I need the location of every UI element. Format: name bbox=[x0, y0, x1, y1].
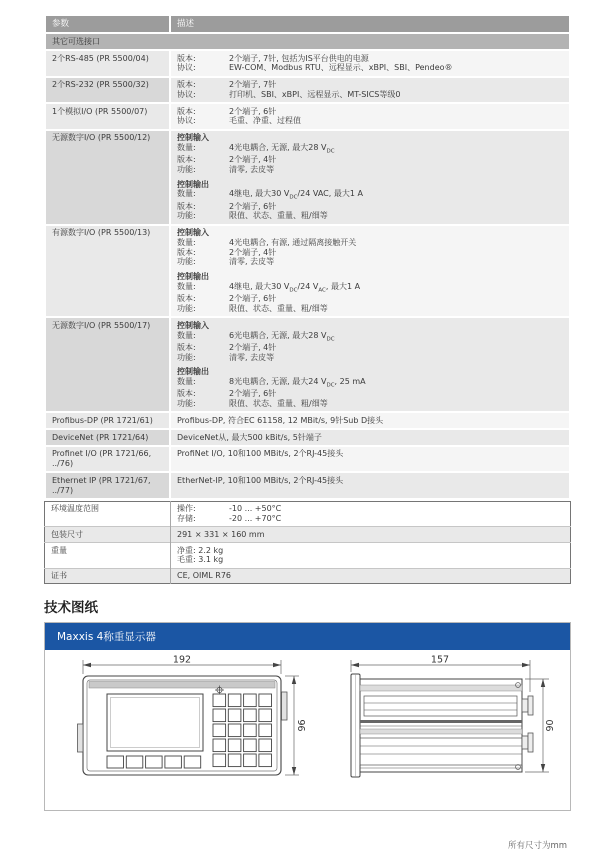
spec-line bbox=[177, 331, 563, 343]
param-cell: 包装尺寸 bbox=[45, 527, 171, 543]
table-row bbox=[46, 473, 569, 498]
side-view-drawing bbox=[337, 654, 565, 806]
spec-value: -20 ... +70°C bbox=[229, 514, 282, 524]
table-row bbox=[46, 430, 569, 445]
spec-value: 限值、状态、重量、粗/细等 bbox=[229, 211, 328, 221]
spec-key: 版本: bbox=[177, 389, 196, 399]
dimensions-note: 所有尺寸为mm bbox=[507, 841, 567, 851]
param-cell: Profibus-DP (PR 1721/61) bbox=[46, 413, 169, 428]
spec-line bbox=[177, 343, 563, 353]
table-row bbox=[46, 318, 569, 411]
table-row bbox=[46, 78, 569, 103]
section-row bbox=[46, 34, 569, 49]
desc-cell bbox=[171, 527, 571, 543]
spec-value: 2个端子, 6针 bbox=[229, 106, 277, 116]
table-header-row bbox=[46, 16, 569, 32]
param-cell: 环境温度范围 bbox=[45, 501, 171, 527]
group-title: 控制输出 bbox=[177, 367, 209, 377]
control-group bbox=[177, 180, 563, 222]
control-group bbox=[177, 133, 563, 175]
spec-key: 协议: bbox=[177, 116, 196, 126]
param-cell: 1个模拟I/O (PR 5500/07) bbox=[46, 104, 169, 129]
side-device-body bbox=[351, 674, 522, 777]
spec-key: 版本: bbox=[177, 155, 196, 165]
spec-line bbox=[177, 189, 563, 201]
spec-line bbox=[177, 238, 563, 248]
spec-value: EW-COM、Modbus RTU、远程显示、xBPI、SBI、Pendeo® bbox=[229, 63, 453, 73]
spec-value: 清零, 去皮等 bbox=[229, 257, 275, 267]
spec-key: 功能: bbox=[177, 211, 196, 221]
spec-line bbox=[177, 116, 563, 126]
spec-value: 限值、状态、重量、粗/细等 bbox=[229, 304, 328, 313]
control-group bbox=[177, 367, 563, 409]
front-softkeys bbox=[107, 756, 201, 768]
spec-key: 功能: bbox=[177, 257, 196, 267]
desc-cell bbox=[171, 430, 569, 445]
front-display bbox=[107, 694, 203, 751]
spec-value: 清零, 去皮等 bbox=[229, 352, 275, 362]
desc-text: ProfiNet I/O, 10和100 MBit/s, 2个RJ-45接头 bbox=[177, 449, 344, 459]
spec-line bbox=[177, 257, 563, 267]
spec-line bbox=[177, 304, 563, 314]
group-title: 控制输入 bbox=[177, 228, 209, 238]
spec-line bbox=[177, 399, 563, 409]
left-mount-clip bbox=[78, 724, 84, 752]
spec-value: 2个端子, 7针 bbox=[229, 80, 277, 90]
front-width-dim: 192 bbox=[172, 654, 192, 666]
desc-cell bbox=[171, 447, 569, 472]
param-cell: 证书 bbox=[45, 568, 171, 584]
desc-cell bbox=[171, 543, 571, 569]
desc-cell bbox=[171, 104, 569, 129]
col-header-desc: 描述 bbox=[171, 16, 569, 32]
spec-value: 6光电耦合, 无源, 最大28 $V_{DC}$ bbox=[229, 330, 335, 343]
spec-line bbox=[177, 504, 564, 514]
datasheet-page bbox=[0, 14, 607, 851]
spec-key: 操作: bbox=[177, 504, 196, 514]
spec-line bbox=[177, 90, 563, 100]
section-title: 其它可选接口 bbox=[46, 34, 569, 49]
spec-value: 8光电耦合, 无源, 最大24 $V_{DC}$, 25 mA bbox=[229, 377, 366, 389]
spec-value: 2个端子, 4针 bbox=[229, 155, 277, 165]
table-row bbox=[46, 447, 569, 472]
spec-key: 存储: bbox=[177, 514, 196, 524]
desc-text: 净重: 2.2 kg bbox=[177, 545, 224, 555]
desc-cell bbox=[171, 131, 569, 224]
page-content bbox=[44, 14, 571, 851]
spec-value: 2个端子, 4针 bbox=[229, 342, 277, 352]
spec-key: 版本: bbox=[177, 247, 196, 257]
front-view-drawing bbox=[61, 654, 313, 806]
spec-value: 2个端子, 4针 bbox=[229, 247, 277, 257]
technical-drawing-area bbox=[45, 650, 570, 810]
spec-line bbox=[177, 54, 563, 64]
group-title: 控制输入 bbox=[177, 133, 209, 143]
spec-key: 功能: bbox=[177, 304, 196, 313]
drawing-panel bbox=[44, 622, 571, 811]
desc-cell bbox=[171, 226, 569, 317]
side-height-dim: 90 bbox=[545, 719, 556, 732]
spec-line bbox=[177, 377, 563, 389]
front-height-dim: 96 bbox=[297, 719, 308, 732]
spec-line bbox=[177, 155, 563, 165]
spec-value: 2个端子, 7针, 包括为IS平台供电的电源 bbox=[229, 53, 369, 63]
spec-key: 数量: bbox=[177, 189, 196, 199]
spec-line bbox=[177, 202, 563, 212]
spec-key: 功能: bbox=[177, 164, 196, 174]
spec-line bbox=[177, 107, 563, 117]
group-title: 控制输入 bbox=[177, 320, 209, 330]
spec-key: 功能: bbox=[177, 352, 196, 362]
control-group bbox=[177, 272, 563, 314]
desc-cell bbox=[171, 568, 571, 584]
table-row bbox=[45, 543, 571, 569]
spec-value: -10 ... +50°C bbox=[229, 504, 282, 514]
group-title: 控制输出 bbox=[177, 179, 209, 189]
spec-key: 版本: bbox=[177, 80, 196, 90]
param-cell: 有源数字I/O (PR 5500/13) bbox=[46, 226, 169, 317]
spec-line bbox=[177, 294, 563, 304]
spec-key: 版本: bbox=[177, 294, 196, 304]
spec-value: 2个端子, 6针 bbox=[229, 294, 277, 304]
control-group bbox=[177, 228, 563, 267]
spec-value: 清零, 去皮等 bbox=[229, 164, 275, 174]
spec-value: 2个端子, 6针 bbox=[229, 201, 277, 211]
desc-cell bbox=[171, 318, 569, 411]
param-cell: 无源数字I/O (PR 5500/17) bbox=[46, 318, 169, 411]
desc-cell bbox=[171, 51, 569, 76]
spec-line bbox=[177, 353, 563, 363]
desc-text: Profibus-DP, 符合EC 61158, 12 MBit/s, 9针Sub D接头 bbox=[177, 415, 384, 425]
general-spec-table bbox=[44, 501, 571, 585]
table-row bbox=[46, 131, 569, 224]
desc-text: 291 × 331 × 160 mm bbox=[177, 529, 265, 539]
table-row bbox=[45, 527, 571, 543]
table-row bbox=[46, 413, 569, 428]
spec-value: 4光电耦合, 无源, 最大28 $V_{DC}$ bbox=[229, 142, 335, 155]
desc-text: DeviceNet从, 最大500 kBit/s, 5针端子 bbox=[177, 432, 322, 442]
col-header-param: 参数 bbox=[46, 16, 169, 32]
spec-value: 毛重、净重、过程值 bbox=[229, 116, 301, 126]
spec-value: 4继电, 最大30 $V_{DC}/24$ $V_{AC}$, 最大1 A bbox=[229, 281, 361, 294]
param-cell: Ethernet IP (PR 1721/67, ../77) bbox=[46, 473, 169, 498]
group-title: 控制输出 bbox=[177, 272, 209, 282]
param-cell: Profinet I/O (PR 1721/66, ../76) bbox=[46, 447, 169, 472]
spec-table bbox=[44, 14, 571, 500]
desc-cell bbox=[171, 473, 569, 498]
desc-text: EtherNet-IP, 10和100 MBit/s, 2个RJ-45接头 bbox=[177, 475, 344, 485]
desc-cell bbox=[171, 78, 569, 103]
spec-key: 版本: bbox=[177, 201, 196, 211]
desc-text: CE, OIML R76 bbox=[177, 571, 232, 581]
spec-key: 版本: bbox=[177, 106, 196, 116]
spec-line bbox=[177, 165, 563, 175]
spec-value: 2个端子, 6针 bbox=[229, 389, 277, 399]
spec-line bbox=[177, 282, 563, 294]
spec-key: 功能: bbox=[177, 399, 196, 409]
param-cell: DeviceNet (PR 1721/64) bbox=[46, 430, 169, 445]
right-mount-clip bbox=[282, 692, 288, 720]
table-row bbox=[45, 568, 571, 584]
spec-key: 版本: bbox=[177, 53, 196, 63]
desc-text: 毛重: 3.1 kg bbox=[177, 555, 224, 565]
spec-key: 数量: bbox=[177, 281, 196, 291]
table-row bbox=[46, 51, 569, 76]
param-cell: 2个RS-485 (PR 5500/04) bbox=[46, 51, 169, 76]
table-row bbox=[46, 226, 569, 317]
spec-value: 打印机、SBI、xBPI、远程显示、MT-SICS等级0 bbox=[229, 89, 401, 99]
param-cell: 重量 bbox=[45, 543, 171, 569]
spec-value: 限值、状态、重量、粗/细等 bbox=[229, 399, 328, 409]
desc-cell bbox=[171, 501, 571, 527]
spec-line bbox=[177, 248, 563, 258]
side-width-dim: 157 bbox=[430, 654, 450, 666]
spec-value: 4光电耦合, 有源, 通过隔离接触开关 bbox=[229, 237, 357, 247]
spec-value: 4继电, 最大30 $V_{DC}/24$ VAC, 最大1 A bbox=[229, 189, 363, 201]
spec-line bbox=[177, 389, 563, 399]
spec-line bbox=[177, 63, 563, 73]
spec-key: 协议: bbox=[177, 89, 196, 99]
desc-cell bbox=[171, 413, 569, 428]
spec-key: 协议: bbox=[177, 63, 196, 73]
spec-key: 数量: bbox=[177, 377, 196, 387]
spec-line bbox=[177, 514, 564, 524]
control-group bbox=[177, 321, 563, 363]
spec-line bbox=[177, 143, 563, 155]
param-cell: 无源数字I/O (PR 5500/12) bbox=[46, 131, 169, 224]
table-row bbox=[46, 104, 569, 129]
spec-key: 数量: bbox=[177, 142, 196, 152]
spec-key: 版本: bbox=[177, 342, 196, 352]
param-cell: 2个RS-232 (PR 5500/32) bbox=[46, 78, 169, 103]
spec-key: 数量: bbox=[177, 237, 196, 247]
spec-line bbox=[177, 80, 563, 90]
drawing-panel-title: Maxxis 4称重显示器 bbox=[45, 623, 570, 650]
spec-line bbox=[177, 211, 563, 221]
drawings-heading: 技术图纸 bbox=[44, 600, 98, 617]
spec-key: 数量: bbox=[177, 330, 196, 340]
table-row bbox=[45, 501, 571, 527]
